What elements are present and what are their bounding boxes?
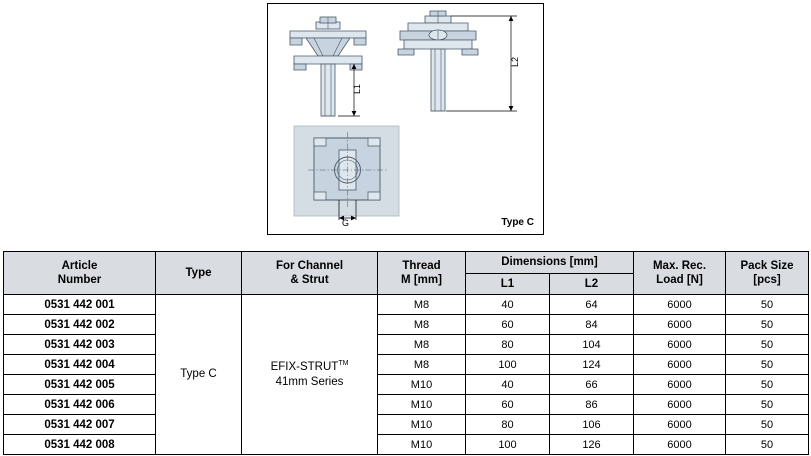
dimension-label-g: G <box>342 218 350 228</box>
cell-dim-l2: 86 <box>550 395 634 415</box>
table-header-row-1 <box>4 252 809 274</box>
header-dimensions: Dimensions [mm] <box>466 252 634 274</box>
cell-pack-size: 50 <box>726 415 809 435</box>
table-row <box>4 295 809 315</box>
cell-max-load: 6000 <box>634 355 726 375</box>
cell-thread: M8 <box>378 295 466 315</box>
cell-dim-l2: 66 <box>550 375 634 395</box>
cell-dim-l1: 100 <box>466 355 550 375</box>
cell-article-number: 0531 442 004 <box>4 355 156 375</box>
table-row <box>4 335 809 355</box>
cell-dim-l2: 106 <box>550 415 634 435</box>
channel-series: 41mm Series <box>275 375 344 388</box>
cell-article-number: 0531 442 006 <box>4 395 156 415</box>
cell-max-load: 6000 <box>634 415 726 435</box>
header-for-channel-strut: For Channel & Strut <box>242 252 378 295</box>
trademark-symbol: TM <box>338 359 349 367</box>
header-max-rec-load: Max. Rec. Load [N] <box>634 252 726 295</box>
cell-pack-size: 50 <box>726 295 809 315</box>
cell-article-number: 0531 442 001 <box>4 295 156 315</box>
cell-pack-size: 50 <box>726 315 809 335</box>
cell-dim-l1: 40 <box>466 295 550 315</box>
cell-pack-size: 50 <box>726 435 809 455</box>
cell-pack-size: 50 <box>726 375 809 395</box>
table-row <box>4 435 809 455</box>
cell-thread: M10 <box>378 435 466 455</box>
cell-dim-l1: 60 <box>466 395 550 415</box>
header-dim-l1: L1 <box>466 273 550 295</box>
cell-dim-l1: 100 <box>466 435 550 455</box>
dimension-label-l2: L2 <box>510 56 521 68</box>
cell-article-number: 0531 442 005 <box>4 375 156 395</box>
table-row <box>4 395 809 415</box>
cell-thread: M8 <box>378 335 466 355</box>
table-row <box>4 415 809 435</box>
channel-brand-text: EFIX-STRUT <box>270 360 339 373</box>
header-article-number: Article Number <box>4 252 156 295</box>
cell-dim-l1: 80 <box>466 415 550 435</box>
cell-pack-size: 50 <box>726 395 809 415</box>
table-header <box>4 252 809 295</box>
cell-article-number: 0531 442 007 <box>4 415 156 435</box>
cell-thread: M10 <box>378 395 466 415</box>
header-pack-size: Pack Size [pcs] <box>726 252 809 295</box>
drawing-right-view <box>398 11 517 111</box>
cell-thread: M10 <box>378 375 466 395</box>
product-spec-table <box>3 251 809 455</box>
header-thread: Thread M [mm] <box>378 252 466 295</box>
cell-type: Type C <box>156 295 242 455</box>
table-row <box>4 315 809 335</box>
cell-thread: M10 <box>378 415 466 435</box>
cell-max-load: 6000 <box>634 295 726 315</box>
cell-pack-size: 50 <box>726 335 809 355</box>
header-type: Type <box>156 252 242 295</box>
cell-max-load: 6000 <box>634 375 726 395</box>
cell-article-number: 0531 442 003 <box>4 335 156 355</box>
cell-dim-l2: 64 <box>550 295 634 315</box>
cell-pack-size: 50 <box>726 355 809 375</box>
table-row <box>4 375 809 395</box>
cell-thread: M8 <box>378 355 466 375</box>
table-body <box>4 295 809 455</box>
cell-dim-l2: 104 <box>550 335 634 355</box>
product-drawing-panel <box>267 3 544 235</box>
cell-dim-l1: 80 <box>466 335 550 355</box>
drawing-left-view <box>290 17 366 116</box>
cell-dim-l1: 40 <box>466 375 550 395</box>
technical-drawing <box>268 4 543 234</box>
channel-brand <box>242 359 377 375</box>
drawing-plan-view <box>294 126 399 220</box>
cell-max-load: 6000 <box>634 335 726 355</box>
cell-max-load: 6000 <box>634 395 726 415</box>
cell-thread: M8 <box>378 315 466 335</box>
cell-dim-l2: 126 <box>550 435 634 455</box>
cell-max-load: 6000 <box>634 435 726 455</box>
cell-for-channel-strut <box>242 295 378 455</box>
cell-max-load: 6000 <box>634 315 726 335</box>
cell-article-number: 0531 442 002 <box>4 315 156 335</box>
cell-dim-l2: 124 <box>550 355 634 375</box>
dimension-label-l1: L1 <box>352 83 363 95</box>
figure-caption: Type C <box>501 217 534 228</box>
cell-dim-l2: 84 <box>550 315 634 335</box>
cell-dim-l1: 60 <box>466 315 550 335</box>
header-dim-l2: L2 <box>550 273 634 295</box>
cell-article-number: 0531 442 008 <box>4 435 156 455</box>
table-row <box>4 355 809 375</box>
